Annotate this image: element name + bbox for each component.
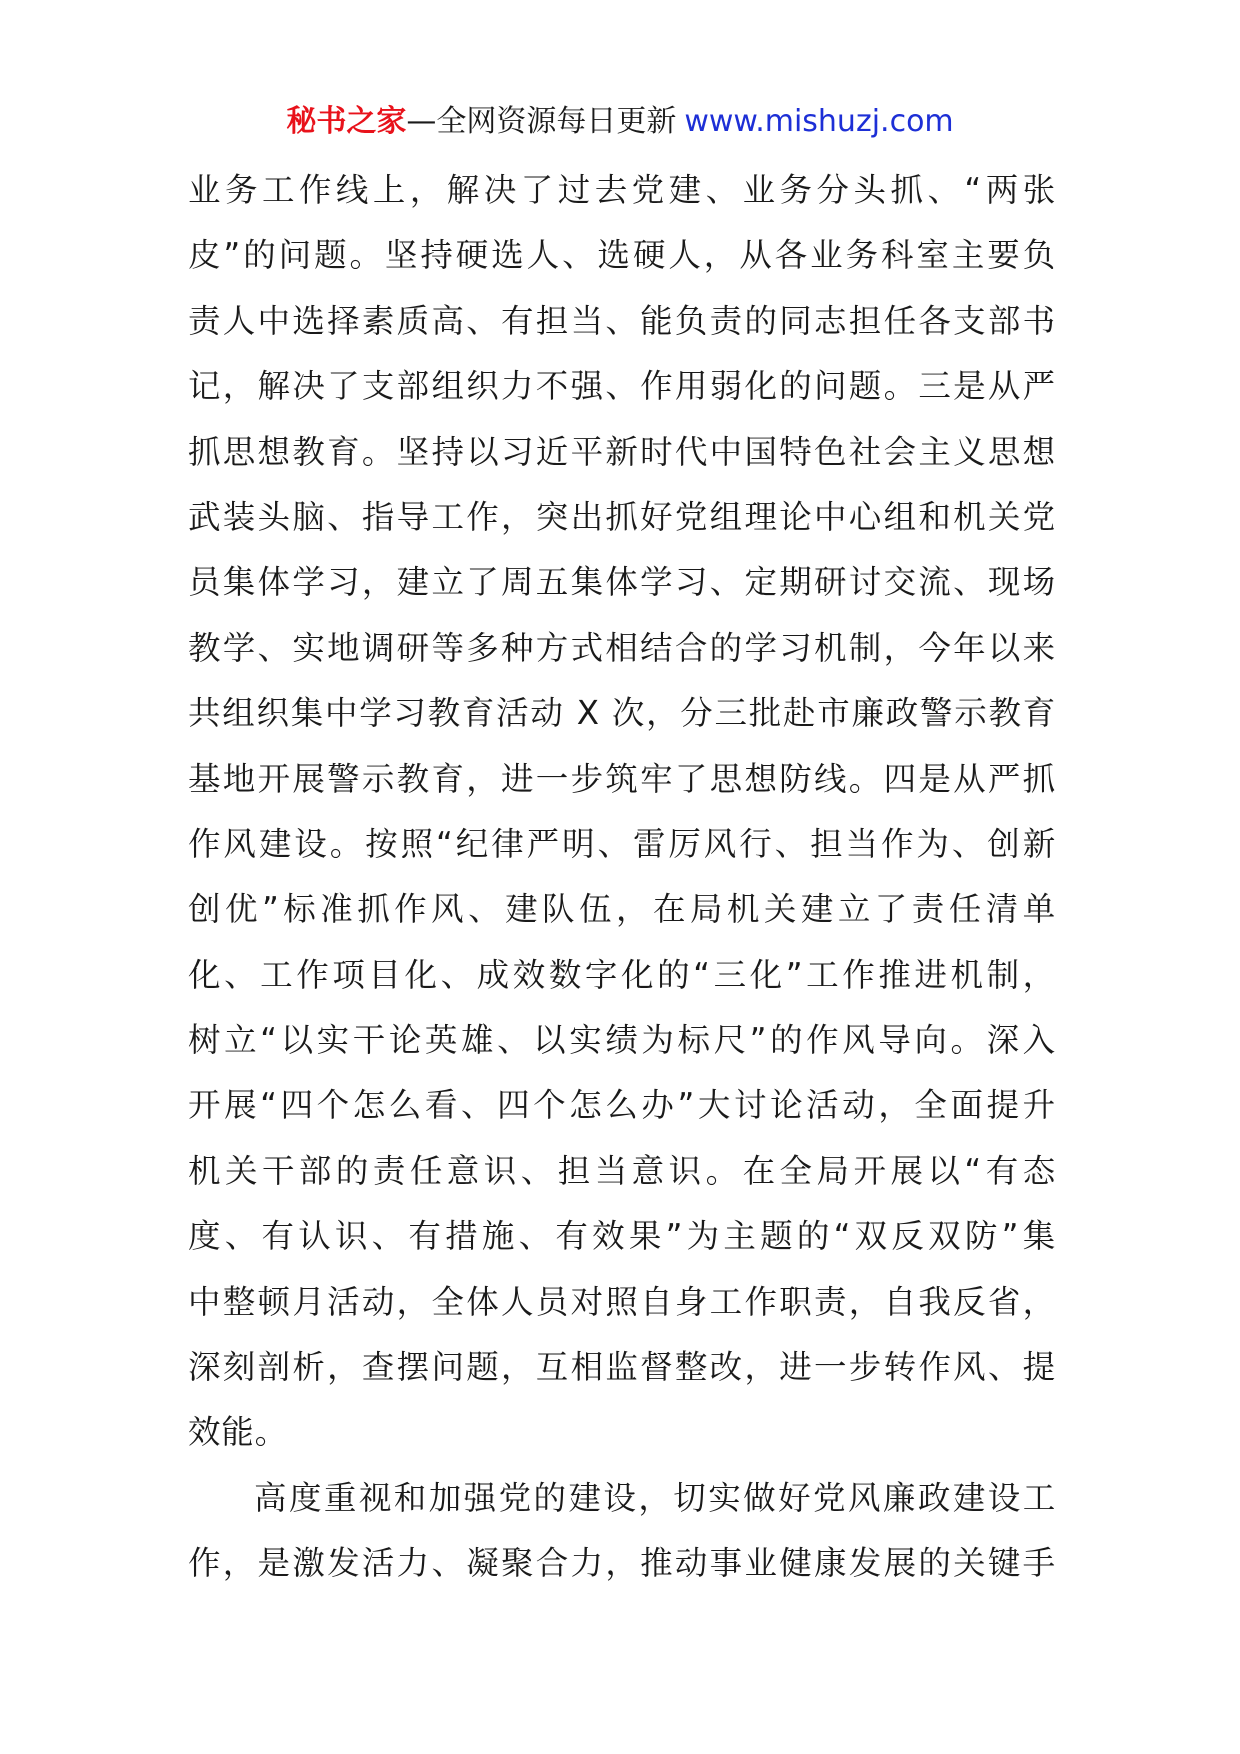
text-line: 抓思想教育。坚持以习近平新时代中国特色社会主义思想 bbox=[188, 432, 1056, 471]
text-line: 树立“以实干论英雄、以实绩为标尺”的作风导向。深入 bbox=[188, 1021, 1056, 1060]
text-line: 机关干部的责任意识、担当意识。在全局开展以“有态 bbox=[188, 1151, 1056, 1190]
text-line: 深刻剖析，查摆问题，互相监督整改，进一步转作风、提 bbox=[188, 1348, 1056, 1387]
paragraph-1 bbox=[188, 158, 1056, 1466]
text-line: 皮”的问题。坚持硬选人、选硬人，从各业务科室主要负 bbox=[188, 236, 1056, 275]
text-line: 高度重视和加强党的建设，切实做好党风廉政建设工 bbox=[254, 1478, 1056, 1517]
paragraph-2 bbox=[188, 1466, 1056, 1597]
text-line: 化、工作项目化、成效数字化的“三化”工作推进机制， bbox=[188, 955, 1056, 994]
header-tagline: —全网资源每日更新 bbox=[406, 104, 677, 139]
text-line: 作，是激发活力、凝聚合力，推动事业健康发展的关键手 bbox=[188, 1544, 1056, 1583]
text-line: 责人中选择素质高、有担当、能负责的同志担任各支部书 bbox=[188, 301, 1056, 340]
text-line: 度、有认识、有措施、有效果”为主题的“双反双防”集 bbox=[188, 1217, 1056, 1256]
text-line: 记，解决了支部组织力不强、作用弱化的问题。三是从严 bbox=[188, 367, 1056, 406]
text-line: 开展“四个怎么看、四个怎么办”大讨论活动，全面提升 bbox=[188, 1086, 1056, 1125]
text-line: 作风建设。按照“纪律严明、雷厉风行、担当作为、创新 bbox=[188, 824, 1056, 863]
text-line: 共组织集中学习教育活动 X 次，分三批赴市廉政警示教育 bbox=[188, 694, 1056, 733]
text-line: 业务工作线上，解决了过去党建、业务分头抓、“两张 bbox=[188, 171, 1056, 209]
text-line: 中整顿月活动，全体人员对照自身工作职责，自我反省， bbox=[188, 1282, 1056, 1321]
page-header bbox=[0, 102, 1240, 142]
text-line: 员集体学习，建立了周五集体学习、定期研讨交流、现场 bbox=[188, 563, 1056, 602]
text-line: 基地开展警示教育，进一步筑牢了思想防线。四是从严抓 bbox=[188, 759, 1056, 798]
site-url-link[interactable]: www.mishuzj.com bbox=[684, 104, 954, 139]
text-line: 创优”标准抓作风、建队伍，在局机关建立了责任清单 bbox=[188, 890, 1056, 929]
text-line: 教学、实地调研等多种方式相结合的学习机制，今年以来 bbox=[188, 628, 1056, 667]
document-body bbox=[188, 158, 1056, 1597]
text-line: 武装头脑、指导工作，突出抓好党组理论中心组和机关党 bbox=[188, 497, 1056, 536]
brand-name: 秘书之家 bbox=[286, 104, 407, 139]
text-line: 效能。 bbox=[188, 1413, 288, 1452]
